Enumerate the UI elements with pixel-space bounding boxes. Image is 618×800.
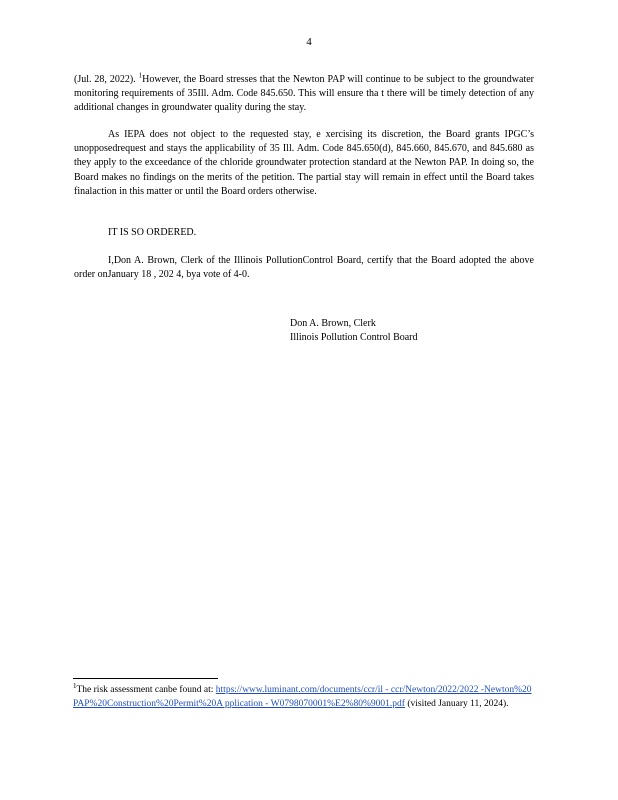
- page-number: 4: [306, 36, 312, 48]
- paragraph-clerk-certification: [74, 254, 534, 282]
- footnote-divider: [73, 678, 218, 679]
- footnote-link[interactable]: https://www.luminant.com/documents/ccr/il - ccr/Newton/2022/2022 -Newton%20PAP%20Construction%20Permit%20A pplication - W0798070001%E2%80%9001.pdf: [73, 685, 532, 709]
- paragraph-text: IT IS SO ORDERED.: [108, 227, 197, 238]
- signature-organization: Illinois Pollution Control Board: [290, 332, 418, 343]
- footnote: [73, 681, 533, 711]
- paragraph-text: As IEPA does not object to the requested stay, e xercising its discretion, the Board grants IPGC’s unopposedrequest and stays the applicability of 35 Ill. Adm. Code 845.650(d), 845.660, 845.670, and 845.680 as they apply to the exceedance of the chloride groundwater protection standard at the Newton PAP. In doing so, the Board makes no findings on the merits of the petition. The partial stay will remain in effect until the Board takes finalaction in this matter or until the Board orders otherwise.: [74, 129, 534, 197]
- footnote-trailing-text: (visited January 11, 2024).: [404, 698, 509, 709]
- paragraph-body-text: However, the Board stresses that the Newton PAP will continue to be subject to the groundwater monitoring requirements of 35Ill. Adm. Code 845.650. This will ensure tha t there will be timely detection of any additional changes in groundwater quality during the stay.: [74, 74, 534, 114]
- paragraph-lead-text: (Jul. 28, 2022).: [74, 74, 139, 85]
- footnote-lead-text: The risk assessment canbe found at:: [76, 685, 216, 695]
- paragraph-so-ordered: [74, 226, 534, 240]
- paragraph-stay-monitoring: [74, 73, 534, 116]
- paragraph-text: [74, 73, 534, 116]
- footnote-reference[interactable]: 1: [138, 71, 143, 80]
- footnote-mark: 1: [73, 681, 77, 690]
- paragraph-text: I,Don A. Brown, Clerk of the Illinois PollutionControl Board, certify that the Board adopted the above order onJanuary 18 , 202 4, bya vote of 4-0.: [74, 255, 534, 281]
- signature-block: [290, 317, 418, 345]
- paragraph-board-grants-stay: [74, 128, 534, 199]
- signature-name: Don A. Brown, Clerk: [290, 318, 376, 329]
